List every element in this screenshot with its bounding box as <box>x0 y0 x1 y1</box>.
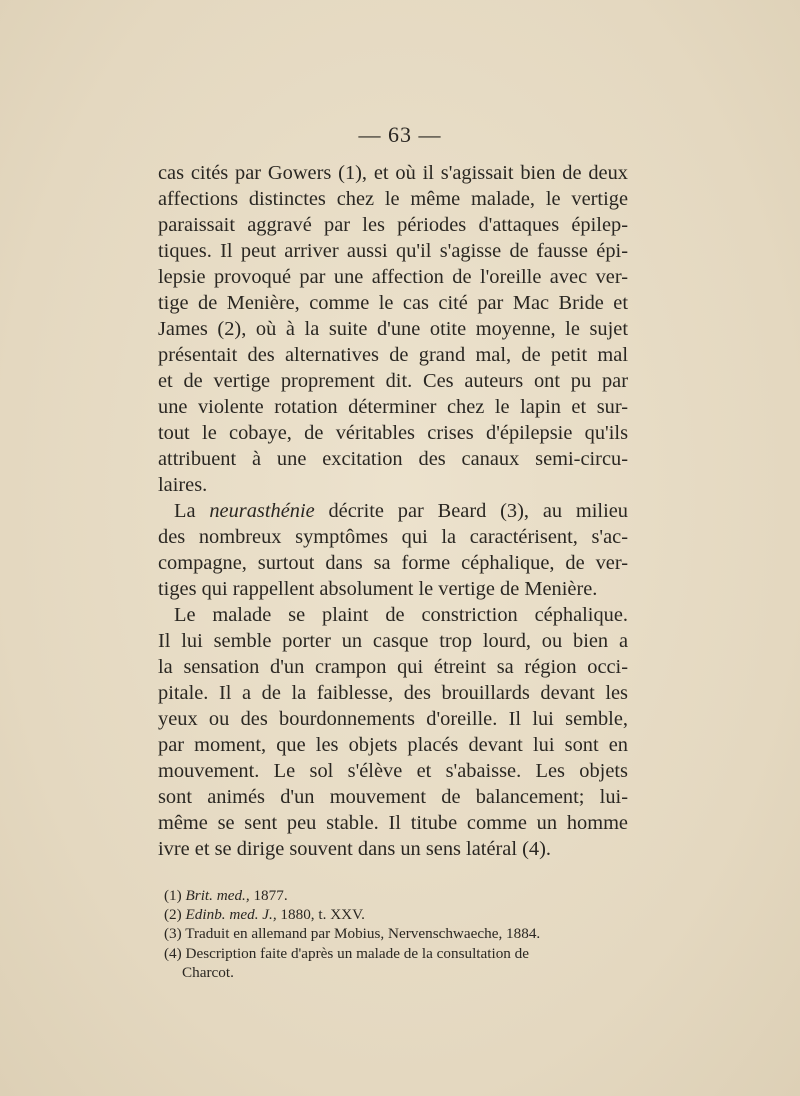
text-line: compagne, surtout dans sa forme céphalique, de ver- <box>158 552 628 574</box>
text-line: présentait des alternatives de grand mal, de petit mal <box>158 344 628 366</box>
text-line: ivre et se dirige souvent dans un sens latéral (4). <box>158 838 551 860</box>
footnote <box>164 924 628 943</box>
text-line: une violente rotation déterminer chez le lapin et sur- <box>158 396 628 418</box>
footnote-number: (2) <box>164 906 182 924</box>
text-line: par moment, que les objets placés devant lui sont en <box>158 734 628 756</box>
text-line: Le malade se plaint de constriction céphalique. <box>174 604 628 626</box>
text-line: des nombreux symptômes qui la caractérisent, s'ac- <box>158 526 628 548</box>
footnote-text: Description faite d'après un malade de la consultation de <box>181 944 530 962</box>
text-line: lepsie provoqué par une affection de l'oreille avec ver- <box>158 266 628 288</box>
footnote-number: (4) <box>164 944 182 962</box>
text-line: attribuent à une excitation des canaux semi-circu- <box>158 448 628 470</box>
text-line: tige de Menière, comme le cas cité par Mac Bride et <box>158 292 628 314</box>
body-text <box>158 160 628 862</box>
footnote <box>164 905 628 924</box>
italic-term: neurasthénie <box>209 500 315 522</box>
text-fragment: décrite par Beard (3), au milieu <box>314 500 628 522</box>
footnote-number: (3) <box>164 925 182 943</box>
footnote-text: 1880, t. XXV. <box>276 906 365 924</box>
text-line: tiques. Il peut arriver aussi qu'il s'agisse de fausse épi- <box>158 240 628 262</box>
text-line: même se sent peu stable. Il titube comme un homme <box>158 812 628 834</box>
text-fragment: La <box>174 500 210 522</box>
text-line: affections distinctes chez le même malade, le vertige <box>158 188 628 210</box>
footnote <box>164 944 628 963</box>
text-line: laires. <box>158 474 208 496</box>
text-line: sont animés d'un mouvement de balancement; lui- <box>158 786 628 808</box>
footnote-text: 1877. <box>249 887 288 904</box>
text-line: et de vertige proprement dit. Ces auteurs ont pu par <box>158 370 628 392</box>
text-line: mouvement. Le sol s'élève et s'abaisse. Les objets <box>158 760 628 782</box>
footnote-italic: Edinb. med. J., <box>185 906 277 924</box>
footnote-continuation: Charcot. <box>182 963 234 981</box>
text-line: la sensation d'un crampon qui étreint sa région occi- <box>158 656 628 678</box>
text-line <box>158 498 628 524</box>
footnotes <box>164 886 628 982</box>
footnote-number: (1) <box>164 887 182 904</box>
text-line: James (2), où à la suite d'une otite moyenne, le sujet <box>158 318 628 340</box>
text-line: Il lui semble porter un casque trop lourd, ou bien a <box>158 630 628 652</box>
text-line: tiges qui rappellent absolument le vertige de Menière. <box>158 578 598 600</box>
footnote-text: Traduit en allemand par Mobius, Nervenschwaeche, 1884. <box>181 925 541 943</box>
text-line: pitale. Il a de la faiblesse, des brouillards devant les <box>158 682 628 704</box>
footnote <box>164 886 628 905</box>
text-line: tout le cobaye, de véritables crises d'épilepsie qu'ils <box>158 422 628 444</box>
text-line: cas cités par Gowers (1), et où il s'agissait bien de deux <box>158 162 628 184</box>
footnote-italic: Brit. med., <box>185 887 250 904</box>
page-number: — 63 — <box>358 122 442 147</box>
text-line: paraissait aggravé par les périodes d'attaques épilep- <box>158 214 628 236</box>
text-line: yeux ou des bourdonnements d'oreille. Il lui semble, <box>158 708 628 730</box>
